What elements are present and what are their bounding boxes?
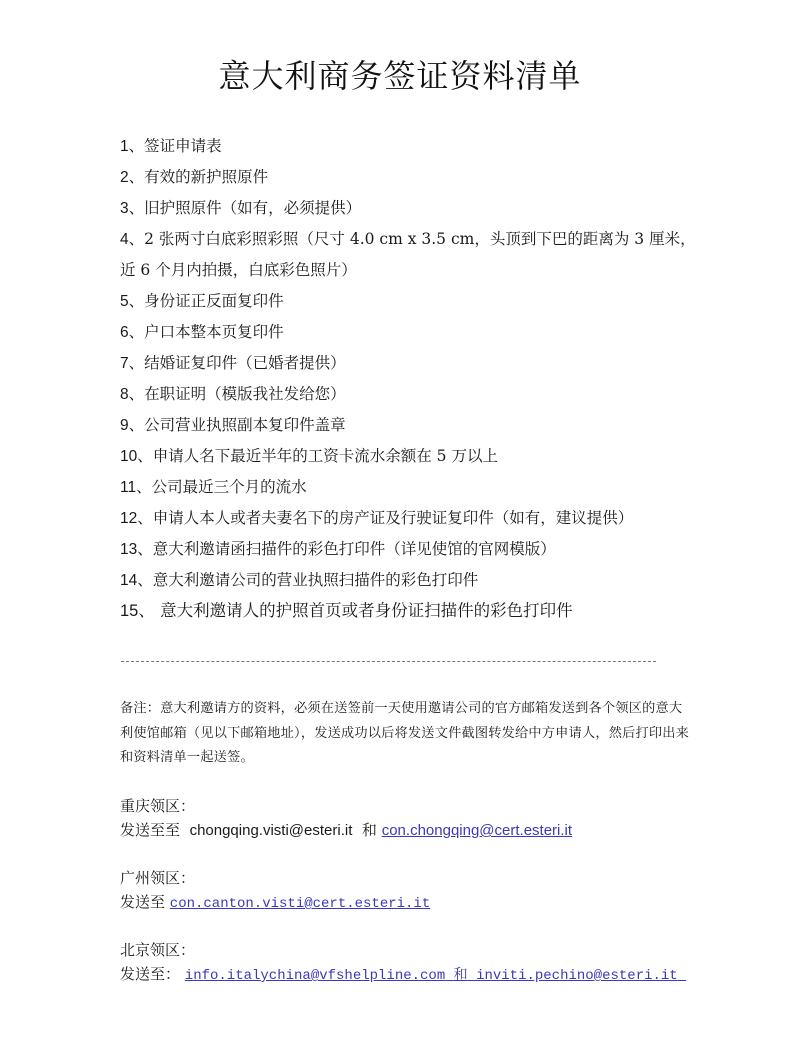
- email-text: inviti.pechino@esteri.it: [476, 968, 678, 984]
- item-text: 有效的新护照原件: [144, 168, 269, 186]
- item-text: 户口本整本页复印件: [144, 323, 284, 341]
- region-label: 重庆领区：: [120, 797, 196, 815]
- send-line: [120, 818, 572, 843]
- send-line: [120, 890, 430, 916]
- list-item: [120, 475, 720, 506]
- item-text: 签证申请表: [144, 137, 222, 155]
- item-number: 5、: [120, 293, 145, 310]
- list-item-continuation: [120, 258, 720, 289]
- remarks-note: 备注：意大利邀请方的资料，必须在送签前一天使用邀请公司的官方邮箱发送到各个领区的意大利使馆邮箱（见以下邮箱地址），发送成功以后将发送文件截图转发给中方申请人，然后打印出来和资料清单一起送签。: [120, 701, 690, 765]
- item-text: 2 张两寸白底彩照彩照（尺寸 4.0 cm x 3.5 cm，头顶到下巴的距离为 3 厘米，: [144, 230, 696, 248]
- email-link[interactable]: [185, 968, 686, 984]
- region-label: 北京领区：: [120, 941, 196, 959]
- region-beijing: [120, 938, 686, 988]
- email-link[interactable]: con.chongqing@cert.esteri.it: [381, 822, 573, 839]
- list-item: [120, 599, 720, 630]
- page-title: 意大利商务签证资料清单: [218, 57, 582, 95]
- send-prefix: 发送至：: [120, 965, 181, 983]
- item-text: 意大利邀请函扫描件的彩色打印件（详见使馆的官网模版）: [152, 540, 556, 558]
- item-number: 14、: [120, 572, 153, 589]
- list-item: [120, 537, 720, 568]
- item-number: 2、: [120, 169, 145, 186]
- email-text: info.italychina@vfshelpline.com: [184, 968, 446, 984]
- send-prefix: 发送至: [120, 893, 166, 911]
- item-number: 9、: [120, 417, 145, 434]
- item-number: 3、: [120, 200, 145, 217]
- item-text: 近 6 个月内拍摄，白底彩色照片）: [120, 261, 357, 279]
- send-line: [120, 962, 686, 988]
- item-text: 申请人名下最近半年的工资卡流水余额在 5 万以上: [152, 447, 498, 465]
- item-text: 在职证明（模版我社发给您）: [144, 385, 346, 403]
- item-number: 1、: [120, 138, 145, 155]
- list-item: [120, 227, 720, 258]
- list-item: [120, 413, 720, 444]
- region-chongqing: [120, 794, 572, 843]
- item-number: 7、: [120, 355, 145, 372]
- list-item: [120, 196, 720, 227]
- list-item: [120, 568, 720, 599]
- send-prefix: 发送至至: [120, 821, 181, 839]
- item-text: 旧护照原件（如有，必须提供）: [144, 199, 362, 217]
- email-link[interactable]: con.canton.visti@cert.esteri.it: [169, 896, 431, 912]
- list-item: [120, 289, 720, 320]
- item-text: 身份证正反面复印件: [144, 292, 284, 310]
- requirements-list: [120, 134, 720, 630]
- item-text: 申请人本人或者夫妻名下的房产证及行驶证复印件（如有，建议提供）: [152, 509, 634, 527]
- item-text: 意大利邀请公司的营业执照扫描件的彩色打印件: [152, 571, 479, 589]
- list-item: [120, 351, 720, 382]
- item-number: 12、: [120, 510, 153, 527]
- connector-text: 和: [453, 968, 468, 984]
- list-item: [120, 165, 720, 196]
- list-item: [120, 134, 720, 165]
- item-number: 11、: [120, 479, 152, 496]
- connector-text: 和: [361, 821, 377, 839]
- item-number: 6、: [120, 324, 145, 341]
- dashed-separator: [121, 661, 656, 662]
- list-item: [120, 382, 720, 413]
- item-number: 8、: [120, 386, 145, 403]
- list-item: [120, 444, 720, 475]
- item-number: 15、: [120, 602, 155, 620]
- email-text: chongqing.visti@esteri.it: [189, 822, 353, 839]
- item-number: 10、: [120, 448, 153, 465]
- item-text: 公司营业执照副本复印件盖章: [144, 416, 346, 434]
- item-text: 意大利邀请人的护照首页或者身份证扫描件的彩色打印件: [154, 601, 573, 620]
- item-number: 13、: [120, 541, 153, 558]
- item-text: 结婚证复印件（已婚者提供）: [144, 354, 346, 372]
- item-text: 公司最近三个月的流水: [151, 478, 307, 496]
- list-item: [120, 320, 720, 351]
- region-guangzhou: [120, 866, 430, 916]
- region-label: 广州领区：: [120, 869, 196, 887]
- item-number: 4、: [120, 231, 145, 248]
- list-item: [120, 506, 720, 537]
